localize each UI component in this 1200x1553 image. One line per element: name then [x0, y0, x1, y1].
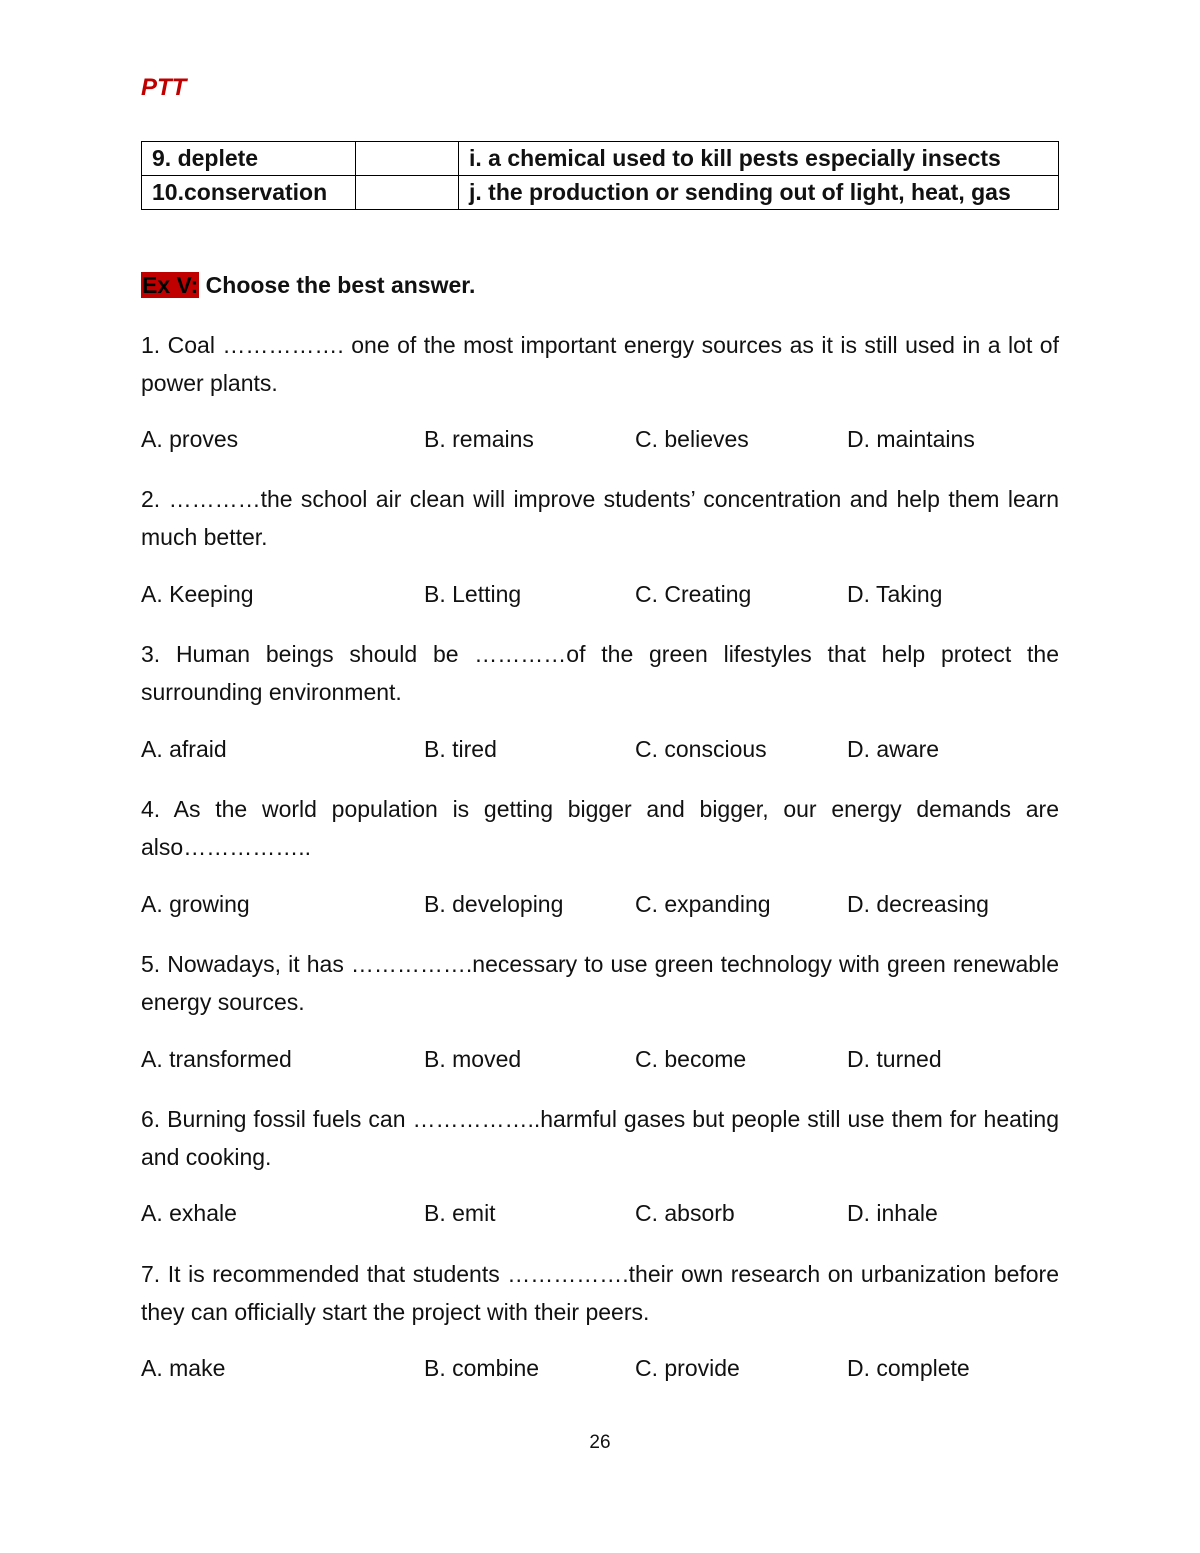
option-d[interactable]: D. inhale	[847, 1200, 938, 1226]
page-number: 26	[589, 1432, 611, 1453]
word-cell: 10.conservation	[142, 176, 356, 210]
option-a[interactable]: A. exhale	[141, 1200, 237, 1226]
option-a[interactable]: A. afraid	[141, 736, 227, 762]
question-4: 4. As the world population is getting bigger and bigger, our energy demands are also……………..	[141, 796, 1059, 860]
question-5: 5. Nowadays, it has …………….necessary to use green technology with green renewable energy sources.	[141, 951, 1059, 1015]
answer-cell[interactable]	[356, 142, 459, 176]
question-6: 6. Burning fossil fuels can ……………..harmful gases but people still use them for heating and cooking.	[141, 1106, 1059, 1170]
option-c[interactable]: C. Creating	[635, 581, 752, 607]
option-a[interactable]: A. growing	[141, 891, 250, 917]
question-3: 3. Human beings should be …………of the green lifestyles that help protect the surrounding environment.	[141, 641, 1059, 705]
options-6	[141, 1200, 1059, 1232]
option-d[interactable]: D. decreasing	[847, 891, 989, 917]
option-c[interactable]: C. conscious	[635, 736, 767, 762]
option-b[interactable]: B. Letting	[424, 581, 522, 607]
header-tag: PTT	[141, 74, 187, 101]
option-d[interactable]: D. turned	[847, 1046, 942, 1072]
options-2	[141, 581, 1059, 613]
option-b[interactable]: B. emit	[424, 1200, 496, 1226]
option-b[interactable]: B. developing	[424, 891, 564, 917]
option-c[interactable]: C. believes	[635, 426, 749, 452]
option-b[interactable]: B. moved	[424, 1046, 522, 1072]
options-5	[141, 1046, 1059, 1078]
question-7: 7. It is recommended that students …………….their own research on urbanization before they can officially start the project with their peers.	[141, 1261, 1059, 1325]
option-d[interactable]: D. Taking	[847, 581, 943, 607]
option-d[interactable]: D. complete	[847, 1355, 970, 1381]
definition-cell: i. a chemical used to kill pests especially insects	[459, 142, 1059, 176]
option-a[interactable]: A. Keeping	[141, 581, 254, 607]
options-1	[141, 426, 1059, 458]
table-row	[142, 176, 1059, 210]
exercise-instruction: Choose the best answer.	[199, 272, 476, 298]
option-a[interactable]: A. make	[141, 1355, 226, 1381]
option-d[interactable]: D. maintains	[847, 426, 975, 452]
answer-cell[interactable]	[356, 176, 459, 210]
question-1: 1. Coal ……………. one of the most important energy sources as it is still used in a lot of power plants.	[141, 332, 1059, 396]
exercise-label: Ex V:	[142, 272, 199, 298]
options-7	[141, 1355, 1059, 1387]
option-a[interactable]: A. transformed	[141, 1046, 292, 1072]
question-2: 2. …………the school air clean will improve students’ concentration and help them learn much better.	[141, 486, 1059, 550]
option-d[interactable]: D. aware	[847, 736, 940, 762]
options-4	[141, 891, 1059, 923]
matching-table	[141, 141, 1059, 210]
option-c[interactable]: C. absorb	[635, 1200, 735, 1226]
option-b[interactable]: B. combine	[424, 1355, 540, 1381]
option-b[interactable]: B. remains	[424, 426, 534, 452]
definition-cell: j. the production or sending out of light, heat, gas	[459, 176, 1059, 210]
exercise-title	[141, 272, 475, 299]
table-row	[142, 142, 1059, 176]
option-c[interactable]: C. expanding	[635, 891, 771, 917]
option-a[interactable]: A. proves	[141, 426, 239, 452]
word-cell: 9. deplete	[142, 142, 356, 176]
option-c[interactable]: C. provide	[635, 1355, 740, 1381]
option-b[interactable]: B. tired	[424, 736, 497, 762]
option-c[interactable]: C. become	[635, 1046, 747, 1072]
options-3	[141, 736, 1059, 768]
